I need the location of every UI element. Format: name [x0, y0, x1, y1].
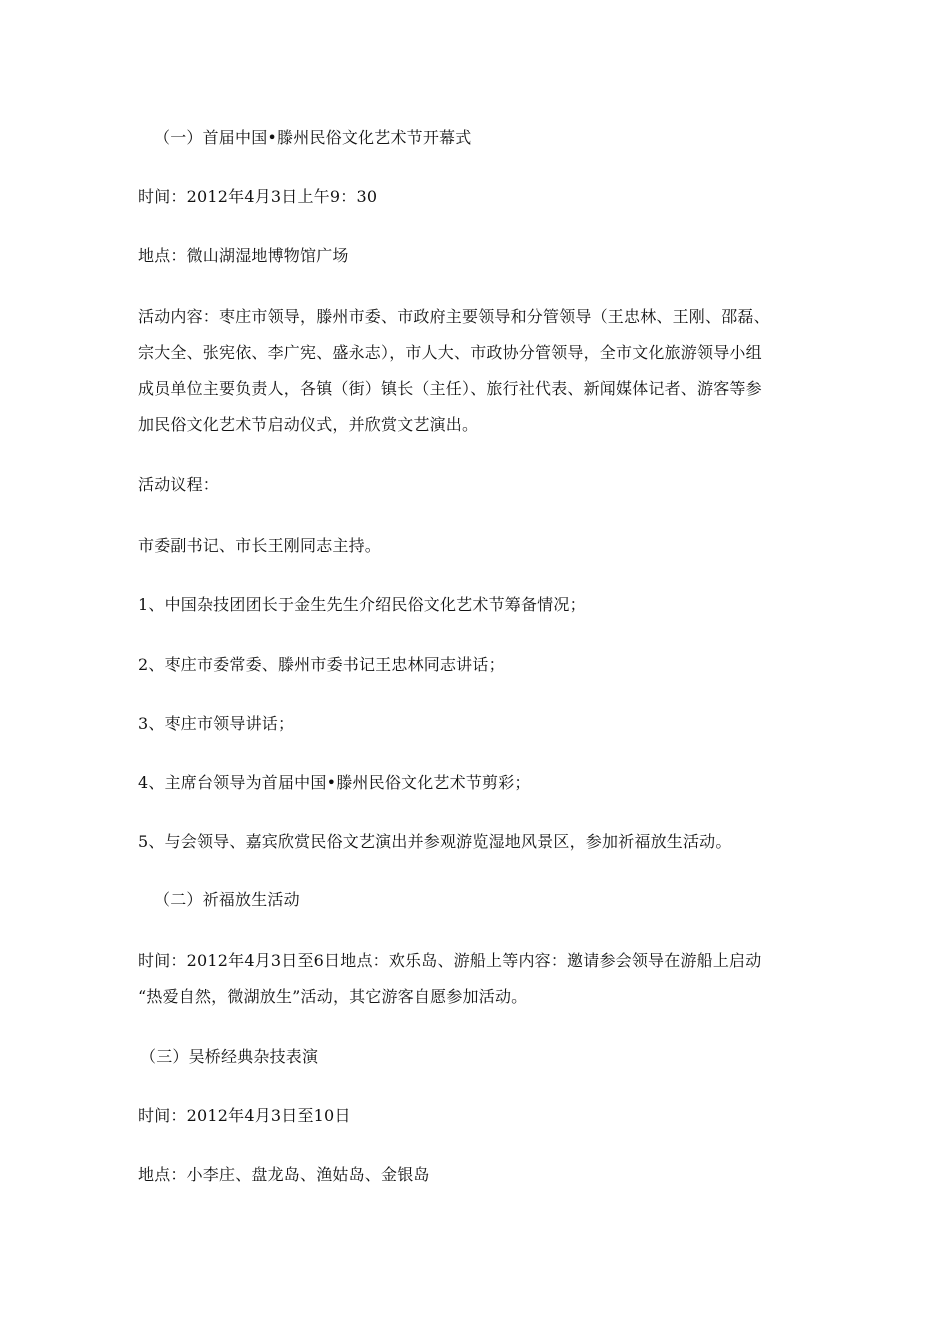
agenda-item: 4、主席台领导为首届中国•滕州民俗文化艺术节剪彩；: [138, 773, 531, 792]
section-2-detail-line: 时间：2012年4月3日至6日地点：欢乐岛、游船上等内容：邀请参会领导在游船上启动: [138, 951, 762, 970]
agenda-item: 5、与会领导、嘉宾欣赏民俗文艺演出并参观游览湿地风景区，参加祈福放生活动。: [138, 832, 732, 851]
section-1-place: 地点：微山湖湿地博物馆广场: [138, 246, 349, 265]
section-2-heading: （二）祈福放生活动: [154, 890, 300, 909]
agenda-item: 3、枣庄市领导讲话；: [138, 714, 295, 733]
section-1-content-line: 宗大全、张宪依、李广宪、盛永志），市人大、市政协分管领导，全市文化旅游领导小组: [138, 343, 762, 362]
agenda-host: 市委副书记、市长王刚同志主持。: [138, 536, 382, 555]
agenda-item: 1、中国杂技团团长于金生先生介绍民俗文化艺术节筹备情况；: [138, 595, 586, 614]
section-1-content-line: 加民俗文化艺术节启动仪式，并欣赏文艺演出。: [138, 415, 479, 434]
section-1-content-line: 成员单位主要负责人，各镇（街）镇长（主任）、旅行社代表、新闻媒体记者、游客等参: [138, 379, 762, 398]
section-3-time: 时间：2012年4月3日至10日: [138, 1106, 351, 1125]
section-3-place: 地点：小李庄、盘龙岛、渔姑岛、金银岛: [138, 1165, 430, 1184]
section-3-heading: （三）吴桥经典杂技表演: [140, 1047, 319, 1066]
section-2-detail-line: “热爱自然，微湖放生”活动，其它游客自愿参加活动。: [138, 987, 528, 1006]
section-1-content-line: 活动内容：枣庄市领导，滕州市委、市政府主要领导和分管领导（王忠林、王刚、邵磊、: [138, 307, 770, 326]
section-1-heading: （一）首届中国•滕州民俗文化艺术节开幕式: [154, 128, 472, 147]
agenda-label: 活动议程：: [138, 475, 220, 494]
agenda-item: 2、枣庄市委常委、滕州市委书记王忠林同志讲话；: [138, 655, 505, 674]
section-1-time: 时间：2012年4月3日上午9：30: [138, 187, 378, 206]
